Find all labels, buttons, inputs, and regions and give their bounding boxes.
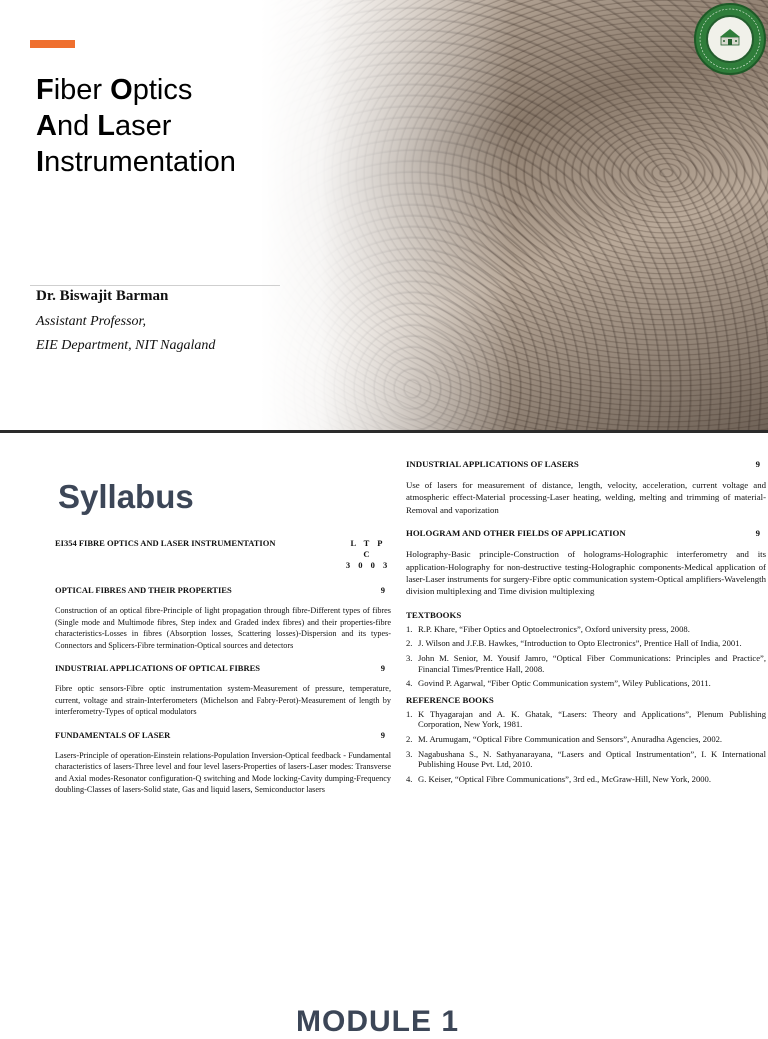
accent-bar	[30, 40, 75, 48]
unit-heading	[55, 663, 391, 673]
background-fade	[260, 0, 768, 432]
unit-content: Use of lasers for measurement of distance, length, velocity, acceleration, current voltage and atmospheric effect-Material processing-Laser heating, welding, melting and trimming of material-Removal and vaporization	[406, 480, 766, 515]
author-department: EIE Department, NIT Nagaland	[36, 338, 216, 353]
author-designation: Assistant Professor,	[36, 314, 146, 329]
unit-heading	[55, 730, 391, 740]
unit-title: INDUSTRIAL APPLICATIONS OF OPTICAL FIBRES	[55, 663, 260, 673]
syllabus-left-column	[55, 538, 391, 808]
unit-title: HOLOGRAM AND OTHER FIELDS OF APPLICATION	[406, 528, 626, 539]
unit-heading	[406, 528, 766, 538]
ltpc-values: 3 0 0 3	[345, 560, 391, 570]
syllabus-right-column	[406, 459, 766, 790]
list-item: 2. J. Wilson and J.F.B. Hawkes, “Introduction to Opto Electronics”, Prentice Hall of India, 2001.	[406, 638, 742, 649]
ltpc-block	[345, 538, 391, 571]
author-name: Dr. Biswajit Barman	[36, 288, 169, 304]
reference-books-heading: REFERENCE BOOKS	[406, 694, 494, 705]
course-header	[55, 538, 391, 571]
unit-heading	[406, 459, 766, 469]
unit-heading	[55, 585, 391, 595]
unit-content: Construction of an optical fibre-Principle of light propagation through fibre-Different types of fibres (Single mode and Multimode fibres, Step index and Graded index fibres) and their properties-fibre characteristics-Losses in fibres (Absorption losses, Scattering losses)-Dispersion and its types-Connectors and Splicers-Fibre termination-Optical sources and detectors	[55, 606, 391, 650]
unit-title: FUNDAMENTALS OF LASER	[55, 729, 171, 740]
unit-hours: 9	[380, 663, 385, 673]
institute-seal-icon	[694, 3, 766, 75]
title-line: Fiber Optics	[36, 74, 193, 106]
textbooks-heading: TEXTBOOKS	[406, 609, 462, 620]
list-item: 1. K Thyagarajan and A. K. Ghatak, “Lasers: Theory and Applications”, Plenum Publishing Corporation, New York, 1981.	[406, 708, 766, 730]
title-line: Instrumentation	[36, 146, 236, 178]
next-slide-title: MODULE 1	[296, 1005, 460, 1038]
title-line: And Laser	[36, 110, 172, 142]
syllabus-slide	[0, 433, 768, 1038]
course-code-title: EI354 FIBRE OPTICS AND LASER INSTRUMENTATION	[55, 538, 276, 548]
list-item: 4. Govind P. Agarwal, “Fiber Optic Communication system”, Wiley Publications, 2011.	[406, 678, 711, 689]
textbooks-list	[406, 624, 766, 689]
list-item: 2. M. Arumugam, “Optical Fibre Communication and Sensors”, Anuradha Agencies, 2002.	[406, 734, 723, 744]
unit-content: Lasers-Principle of operation-Einstein relations-Population Inversion-Optical feedback - Fundamental characteristics of lasers-Three level and four level lasers-Properties of lasers-Laser modes: Transverse and Axial modes-Resonator configuration-Q switching and Mode locking-Cavity dumping-Frequency doubling-Classes of lasers-Solid state, Gas and liquid lasers, Semiconductor lasers	[55, 750, 391, 794]
unit-hours: 9	[380, 729, 385, 740]
list-item: 4. G. Keiser, “Optical Fibre Communications”, 3rd ed., McGraw-Hill, New York, 2000.	[406, 773, 711, 784]
reference-books-list	[406, 709, 766, 785]
list-item: 1. R.P. Khare, “Fiber Optics and Optoelectronics”, Oxford university press, 2008.	[406, 623, 690, 634]
ltpc-heading: L T P C	[350, 538, 386, 559]
list-item: 3. John M. Senior, M. Yousif Jamro, “Optical Fiber Communications: Principles and Practice”, Financial Times/Prentice Hall, 2008.	[406, 653, 766, 674]
unit-title: OPTICAL FIBRES AND THEIR PROPERTIES	[55, 585, 232, 595]
unit-content: Holography-Basic principle-Construction of holograms-Holographic interferometry and its application-Holography for non-destructive testing-Holographic components-Medical application of laser-Laser instruments for surgery-Fibre optic communication system-Optical amplifiers-Wavelength division multiplexing and Time division multiplexing	[406, 549, 766, 597]
syllabus-heading: Syllabus	[58, 478, 194, 515]
author-divider	[30, 285, 280, 286]
list-item: 3. Nagabushana S., N. Sathyanarayana, “Lasers and Optical Instrumentation”, I. K International Publishing House Pvt. Ltd, 2010.	[406, 748, 766, 770]
title-slide	[0, 0, 768, 432]
presentation-title	[36, 72, 236, 180]
unit-hours: 9	[755, 528, 760, 539]
unit-hours: 9	[755, 459, 760, 469]
unit-hours: 9	[380, 585, 385, 595]
unit-title: INDUSTRIAL APPLICATIONS OF LASERS	[406, 459, 579, 469]
unit-content: Fibre optic sensors-Fibre optic instrumentation system-Measurement of pressure, temperature, current, voltage and strain-Interferometers (Michelson and Fabry-Perot)-Measurement of length by interferometry-Types of optical modulators	[55, 684, 391, 716]
